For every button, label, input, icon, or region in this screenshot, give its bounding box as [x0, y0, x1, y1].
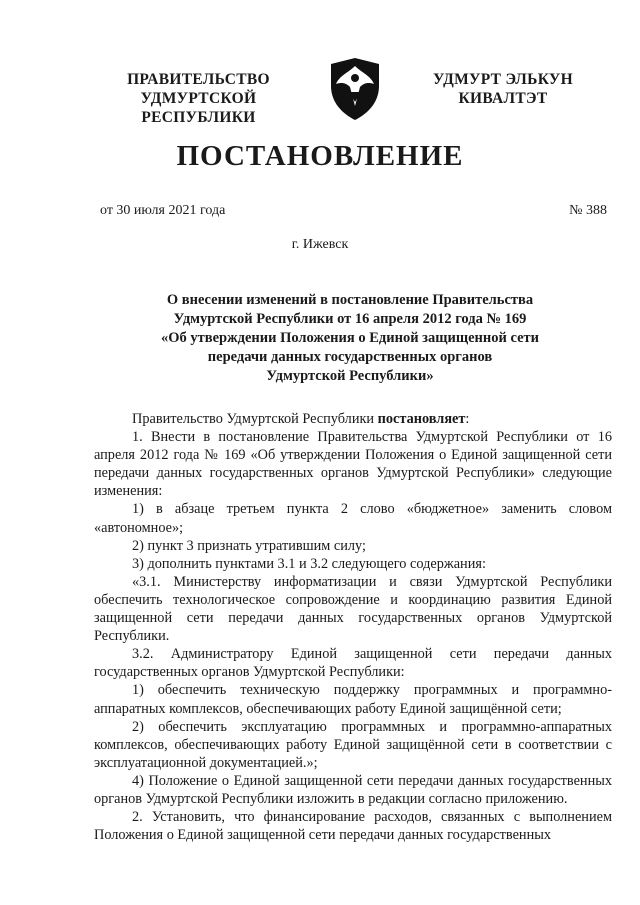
intro-verb: постановляет	[377, 411, 466, 427]
body-paragraph: 3.2. Администратору Единой защищенной сети передачи данных государственных органов Удмуртской Республики:	[94, 646, 612, 681]
body-paragraph: 2) обеспечить эксплуатацию программных и программно-аппаратных комплексов, обеспечивающих работу Единой защищённой сети в соответствии с эксплуатационной документацией.»;	[94, 718, 612, 771]
document-title: ПОСТАНОВЛЕНИЕ	[176, 140, 464, 172]
document-city: г. Ижевск	[291, 237, 349, 252]
subject-line: О внесении изменений в постановление Правительства	[166, 292, 534, 308]
header-right-line2: КИВАЛТЭТ	[458, 90, 548, 107]
body-paragraph: 3) дополнить пунктами 3.1 и 3.2 следующего содержания:	[132, 555, 486, 572]
body-paragraph: 1) в абзаце третьем пункта 2 слово «бюджетное» заменить словом «автономное»;	[94, 501, 612, 536]
document-date: от 30 июля 2021 года	[100, 203, 226, 218]
emblem-icon	[327, 56, 383, 122]
body-paragraph: 1. Внести в постановление Правительства Удмуртской Республики от 16 апреля 2012 года № 169 «Об утверждении Положения о Единой защищенной сети передачи данных государственных органов Удмуртской Республики» следующие изменения:	[94, 429, 612, 500]
document-subject	[140, 291, 560, 386]
body-paragraph: 2. Установить, что финансирование расходов, связанных с выполнением Положения о Единой защищенной сети передачи данных государственных	[94, 809, 612, 844]
intro-paragraph	[94, 410, 612, 428]
subject-line: Удмуртской Республики»	[266, 368, 434, 384]
body-paragraph: 2) пункт 3 признать утратившим силу;	[132, 537, 366, 554]
header-left-line2: УДМУРТСКОЙ РЕСПУБЛИКИ	[140, 90, 257, 126]
header-right-line1: УДМУРТ ЭЛЬКУН	[433, 71, 573, 88]
subject-line: передачи данных государственных органов	[207, 349, 493, 365]
body-paragraph: 4) Положение о Единой защищенной сети передачи данных государственных органов Удмуртской Республики изложить в редакции согласно приложению.	[94, 772, 612, 807]
document-number: № 388	[569, 203, 607, 218]
header-right	[408, 70, 598, 108]
header-left-line1: ПРАВИТЕЛЬСТВО	[127, 71, 270, 88]
body-paragraph: 1) обеспечить техническую поддержку программных и программно-аппаратных комплексов, обеспечивающих работу Единой защищённой сети;	[94, 682, 612, 717]
document-body	[94, 410, 612, 844]
subject-line: «Об утверждении Положения о Единой защищенной сети	[160, 330, 539, 346]
intro-colon: :	[465, 411, 470, 427]
body-paragraph: «3.1. Министерству информатизации и связи Удмуртской Республики обеспечить технологическое сопровождение и координацию развития Единой защищенной сети передачи данных государственных органов Удмуртской Республики.	[94, 573, 612, 645]
intro-text: Правительство Удмуртской Республики	[132, 411, 378, 427]
subject-line: Удмуртской Республики от 16 апреля 2012 года № 169	[173, 311, 527, 327]
header-left	[86, 70, 311, 127]
